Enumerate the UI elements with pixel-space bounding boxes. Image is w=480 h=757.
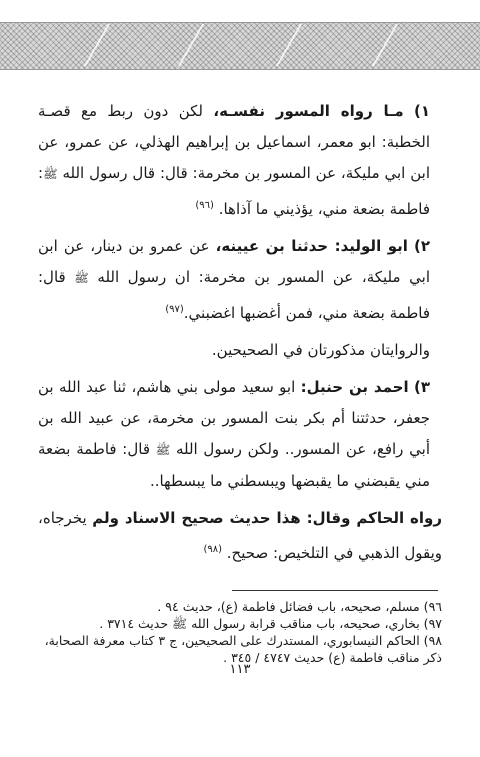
salutation-glyph: ﷺ [74,271,89,285]
footnote-96: ٩٦) مسلم، صحيحه، باب فضائل فاطمة (ع)، حديث ٩٤ . [157,599,442,614]
page-number: ١١٣ [229,662,251,677]
paragraph-number: ٣) [413,378,430,396]
paragraph-number: ٢) [413,237,430,255]
main-text [38,96,442,575]
footnotes [38,598,442,666]
footnote-separator [232,590,438,591]
footnote-reference: (٩٦) [195,200,214,211]
salutation-glyph: ﷺ [43,167,58,181]
paragraph-text-continued: : فاطمة بضعة مني، يؤذيني ما آذاها. [38,164,430,218]
paragraph-3 [38,335,442,366]
paragraph-text: والروايتان مذكورتان في الصحيحين. [211,341,430,359]
paragraph-5 [38,503,442,569]
footnote-97: ٩٧) بخاري، صحيحه، باب مناقب قرابة رسول الله ﷺ حديث ٣٧١٤ . [99,616,442,631]
paragraph-text-continued: قال: فاطمة بضعة مني يقبضني ما يقبضها ويبسطني ما يبسطها.. [38,440,430,490]
paragraph-4 [38,372,442,497]
paragraph-lead: مـا رواه المسور نفسـه، [213,102,404,120]
paragraph-text: عن عمرو بن دينار، عن ابن ابي مليكة، عن المسور بن مخرمة: ان رسول الله [38,237,430,286]
footnote-reference: (٩٨) [203,544,222,555]
paragraph-text: لكن دون ربط مع قصـة الخطبة: ابو معمر، اسماعيل بن إبراهيم الهذلي، عن عمرو، عن ابن ابي مليكة، عن المسور بن مخرمة: قال: قال رسول الله [38,102,430,182]
footnote-reference: (٩٧) [165,304,184,315]
paragraph-1 [38,96,442,225]
paragraph-2 [38,231,442,329]
salutation-glyph: ﷺ [155,443,171,457]
paragraph-lead: ابو الوليد: حدثنا بن عيينه، [215,237,408,255]
footnote-98: ٩٨) الحاكم النيسابوري، المستدرك على الصحيحين، ج ٣ كتاب معرفة الصحابة، ذكر مناقب فاطمة (ع) حديث ٤٧٤٧ / ٣٤٥ . [44,633,442,665]
paragraph-number: ١) [413,102,430,120]
paragraph-lead: رواه الحاكم وقال: هذا حديث صحيح الاسناد ولم [92,509,442,527]
header-ornament-band [0,22,480,70]
paragraph-lead: احمد بن حنبل: [300,378,409,396]
paragraph-text: ابو سعيد مولى بني هاشم، ثنا عبد الله بن جعفر، حدثتنا أم بكر بنت المسور بن مخرمة، عن عبيد الله بن أبي رافع، عن المسور.. ولكن رسول الله [38,378,430,458]
paragraph-text-continued: قال: فاطمة بضعة مني، فمن أغضبها اغضبني. [38,268,430,322]
paragraph-text: يخرجاه، ويقول الذهبي في التلخيص: صحيح. [38,509,442,562]
